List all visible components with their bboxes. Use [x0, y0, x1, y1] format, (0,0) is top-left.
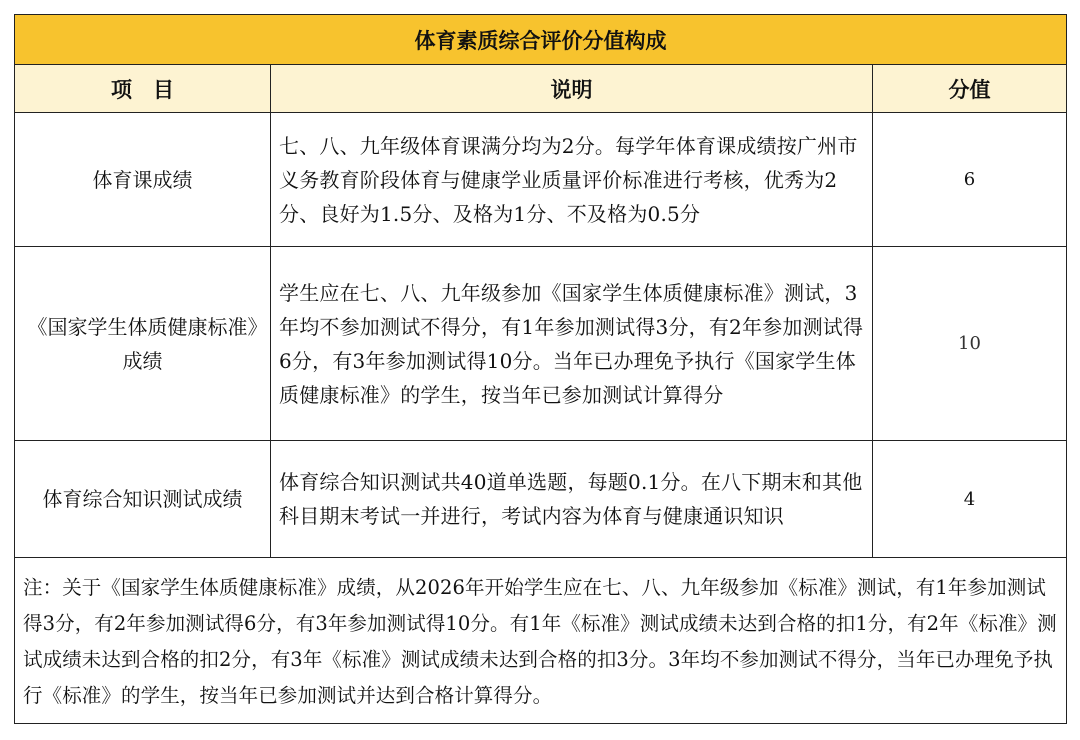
row-desc: 体育综合知识测试共40道单选题，每题0.1分。在八下期末和其他科目期末考试一并进行，考试内容为体育与健康通识知识: [271, 441, 873, 558]
note-row: [15, 558, 1067, 724]
row-score: 4: [873, 441, 1067, 558]
header-score: 分值: [873, 65, 1067, 113]
table-title-row: [15, 15, 1067, 65]
table-row: [15, 113, 1067, 247]
row-item: 体育课成绩: [15, 113, 271, 247]
header-desc: 说明: [271, 65, 873, 113]
table-row: [15, 441, 1067, 558]
score-composition-table: [14, 14, 1067, 724]
header-item: 项 目: [15, 65, 271, 113]
row-desc: 七、八、九年级体育课满分均为2分。每学年体育课成绩按广州市义务教育阶段体育与健康学业质量评价标准进行考核，优秀为2分、良好为1.5分、及格为1分、不及格为0.5分: [271, 113, 873, 247]
row-score: 10: [873, 247, 1067, 441]
table-header-row: [15, 65, 1067, 113]
row-item: 体育综合知识测试成绩: [15, 441, 271, 558]
row-desc: 学生应在七、八、九年级参加《国家学生体质健康标准》测试，3年均不参加测试不得分，有1年参加测试得3分，有2年参加测试得6分，有3年参加测试得10分。当年已办理免予执行《国家学生体质健康标准》的学生，按当年已参加测试计算得分: [271, 247, 873, 441]
note-text: 注：关于《国家学生体质健康标准》成绩，从2026年开始学生应在七、八、九年级参加《标准》测试，有1年参加测试得3分，有2年参加测试得6分，有3年参加测试得10分。有1年《标准》测试成绩未达到合格的扣1分，有2年《标准》测试成绩未达到合格的扣2分，有3年《标准》测试成绩未达到合格的扣3分。3年均不参加测试不得分，当年已办理免予执行《标准》的学生，按当年已参加测试并达到合格计算得分。: [15, 558, 1067, 724]
row-score: 6: [873, 113, 1067, 247]
table-title: 体育素质综合评价分值构成: [15, 15, 1067, 65]
row-item: 《国家学生体质健康标准》成绩: [15, 247, 271, 441]
table-row: [15, 247, 1067, 441]
